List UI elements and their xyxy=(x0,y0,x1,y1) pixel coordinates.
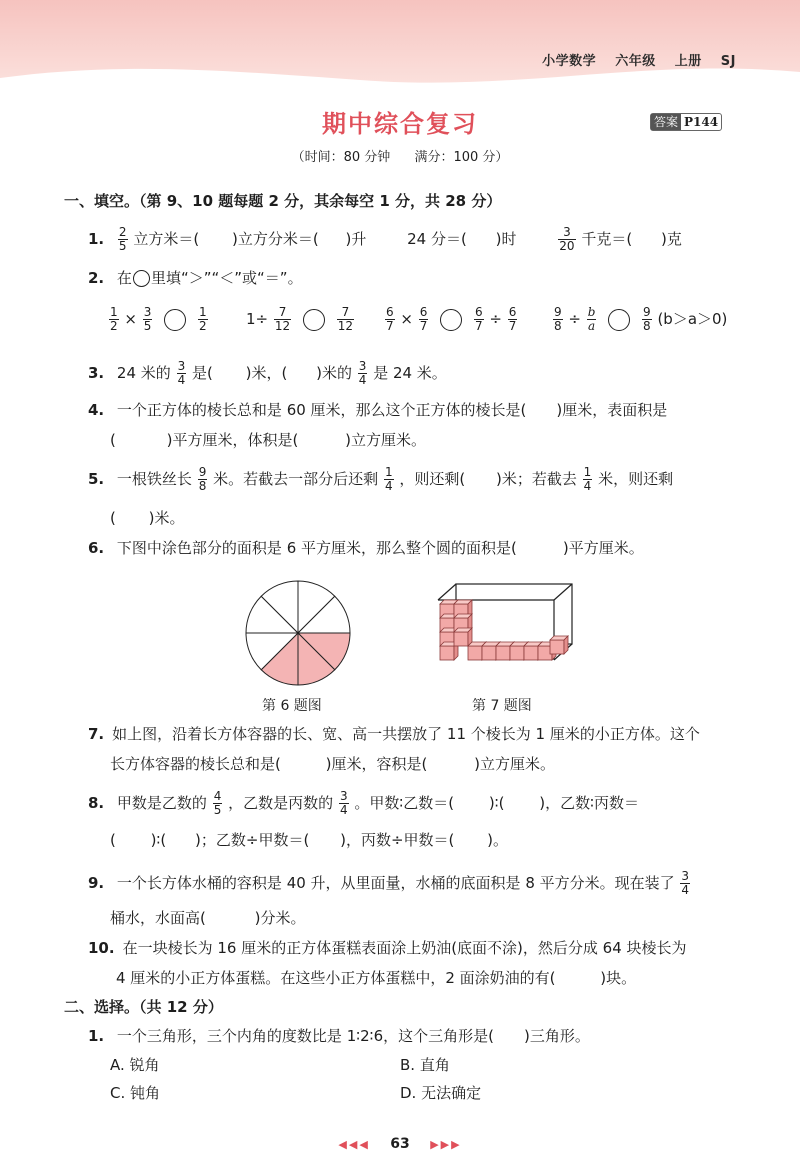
unit-cube xyxy=(550,636,568,654)
section-2-title: 二、选择。（共 12 分） xyxy=(64,998,223,1016)
time-limit: （时间：80 分钟 xyxy=(291,150,391,165)
answer-circle[interactable] xyxy=(440,309,462,331)
question-9-line2: 桶水，水面高( )分米。 xyxy=(110,909,306,927)
figure-6-caption: 第 6 题图 xyxy=(262,698,322,714)
question-7: 7. 如上图，沿着长方体容器的长、宽、高一共摆放了 11 个棱长为 1 厘米的小正方体。这个 xyxy=(88,725,700,743)
book-tags xyxy=(528,50,736,69)
option-c[interactable]: C. 钝角 xyxy=(110,1084,161,1102)
compare-circle-icon xyxy=(133,270,150,287)
question-5-line2: ( )米。 xyxy=(110,509,185,527)
question-10-line2: 4 厘米的小正方体蛋糕。在这些小正方体蛋糕中，2 面涂奶油的有( )块。 xyxy=(116,969,637,987)
tag-subject: 小学数学 xyxy=(542,54,597,69)
choice-question-1: 1. 一个三角形，三个内角的度数比是 1∶2∶6，这个三角形是( )三角形。 xyxy=(88,1027,590,1045)
fraction: $\frac{3}{20}$ xyxy=(559,225,575,253)
answer-circle[interactable] xyxy=(303,309,325,331)
question-7-line2: 长方体容器的棱长总和是( )厘米，容积是( )立方厘米。 xyxy=(110,755,555,773)
compare-expr-4: $\frac{9}{8}$ ÷ $\frac{b}{a}$ $\frac{9}{8}$ (b＞a＞0) xyxy=(554,305,728,333)
question-4-line2: ( )平方厘米，体积是( )立方厘米。 xyxy=(110,431,426,449)
answer-key-label: 答案 xyxy=(651,114,681,130)
compare-expr-2: 1÷ $\frac{7}{12}$ $\frac{7}{12}$ xyxy=(246,305,354,333)
next-arrows-icon: ▶▶▶ xyxy=(430,1138,462,1151)
question-2: 2. 在 里填“＞”“＜”或“＝”。 xyxy=(88,269,303,287)
tag-edition: SJ xyxy=(720,54,736,69)
prev-arrows-icon: ◀◀◀ xyxy=(338,1138,370,1151)
answer-page: P144 xyxy=(684,115,719,129)
section-1-title: 一、填空。（第 9、10 题每题 2 分，其余每空 1 分，共 28 分） xyxy=(64,192,502,210)
header-band xyxy=(0,0,800,95)
full-score: 满分：100 分） xyxy=(414,150,509,165)
page-title: 期中综合复习 xyxy=(322,110,478,138)
question-8-line2: ( )∶( )；乙数÷甲数＝( )，丙数÷甲数＝( )。 xyxy=(110,831,509,849)
page-number: 63 xyxy=(390,1136,410,1152)
option-d[interactable]: D. 无法确定 xyxy=(400,1084,482,1102)
question-4: 4. 一个正方体的棱长总和是 60 厘米，那么这个正方体的棱长是( )厘米，表面积是 xyxy=(88,401,668,419)
unit-cubes xyxy=(440,600,568,660)
unit-cube xyxy=(454,628,472,646)
question-3: 3. 24 米的 $\frac{3}{4}$ 是( )米，( )米的 $\frac{3}{4}$ 是 24 米。 xyxy=(88,359,447,387)
question-5: 5. 一根铁丝长 $\frac{9}{8}$ 米。若截去一部分后还剩 $\frac{1}{4}$ ，则还剩( )米；若截去 $\frac{1}{4}$ 米，则还剩 xyxy=(88,465,674,493)
question-10: 10. 在一块棱长为 16 厘米的正方体蛋糕表面涂上奶油(底面不涂)，然后分成 64 块棱长为 xyxy=(88,939,687,957)
figure-7-container xyxy=(432,580,582,690)
question-1: 1. $\frac{2}{5}$ 立方米＝( )立方分米＝( )升 24 分＝( )时 $\frac{3}{20}$ 千克＝( )克 xyxy=(88,225,682,253)
question-9: 9. 一个长方体水桶的容积是 40 升，从里面量，水桶的底面积是 8 平方分米。现在装了 $\frac{3}{4}$ xyxy=(88,869,690,897)
fraction: $\frac{2}{5}$ xyxy=(118,225,127,253)
option-b[interactable]: B. 直角 xyxy=(400,1056,450,1074)
answer-badge xyxy=(650,113,722,131)
compare-expr-1: $\frac{1}{2}$ × $\frac{3}{5}$ $\frac{1}{2}$ xyxy=(110,305,207,333)
figure-6-circle xyxy=(236,578,360,688)
exam-info xyxy=(0,146,800,165)
answer-circle[interactable] xyxy=(608,309,630,331)
figure-7-caption: 第 7 题图 xyxy=(472,698,532,714)
page-footer xyxy=(0,1136,800,1152)
question-6: 6. 下图中涂色部分的面积是 6 平方厘米，那么整个圆的面积是( )平方厘米。 xyxy=(88,539,644,557)
tag-grade: 六年级 xyxy=(615,54,656,69)
compare-expr-3: $\frac{6}{7}$ × $\frac{6}{7}$ $\frac{6}{7}$ ÷ $\frac{6}{7}$ xyxy=(386,305,517,333)
question-8: 8. 甲数是乙数的 $\frac{4}{5}$ ，乙数是丙数的 $\frac{3}{4}$ 。甲数∶乙数＝( )∶( )，乙数∶丙数＝ xyxy=(88,789,640,817)
option-a[interactable]: A. 锐角 xyxy=(110,1056,160,1074)
tag-volume: 上册 xyxy=(674,54,702,69)
answer-circle[interactable] xyxy=(164,309,186,331)
